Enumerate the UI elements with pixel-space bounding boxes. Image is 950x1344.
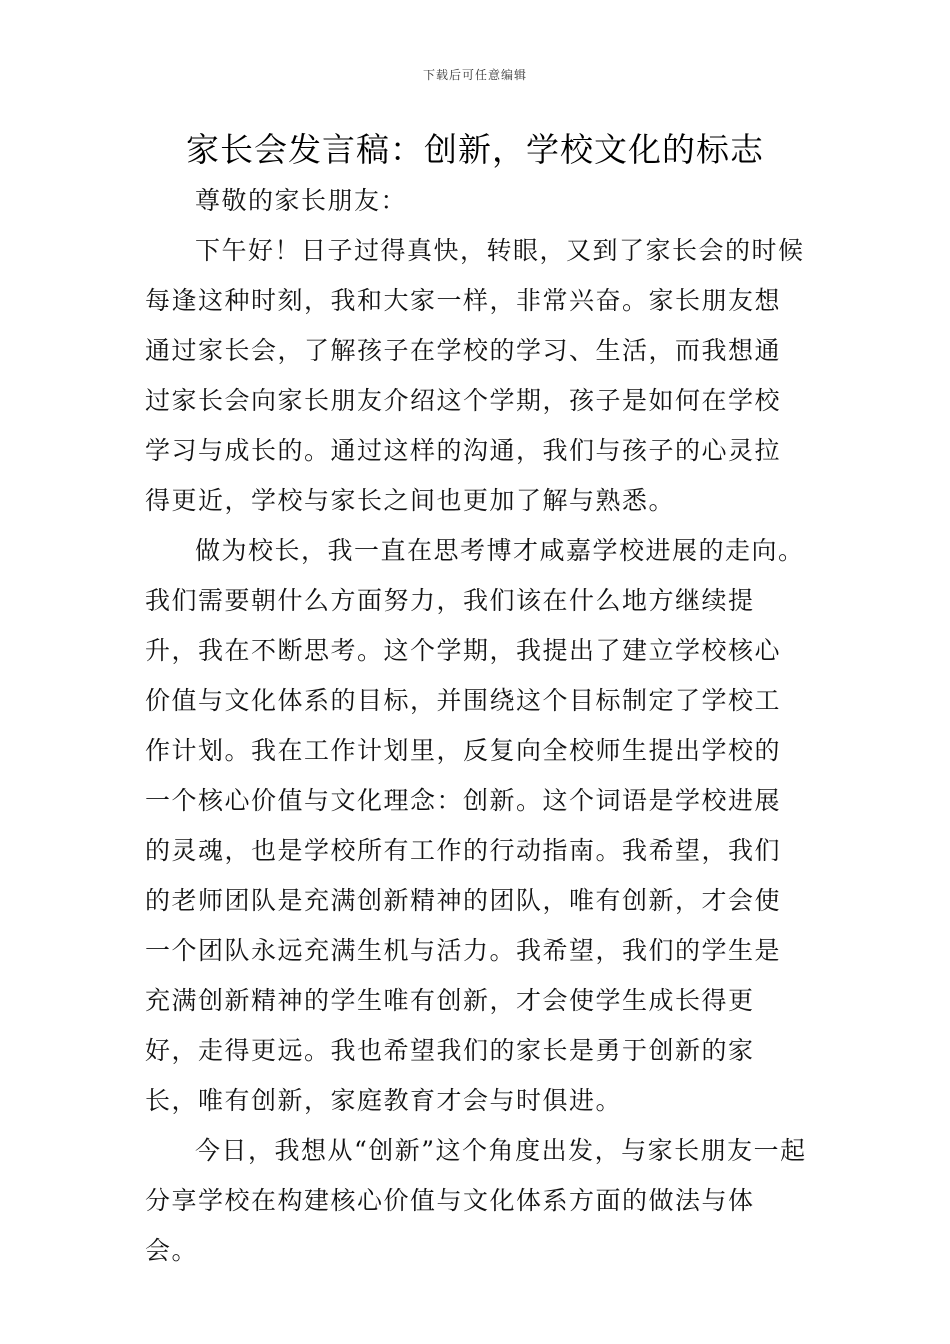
paragraph-3: 今日，我想从“创新”这个角度出发，与家长朋友一起分享学校在构建核心价值与文化体系方面的做法与体会。 <box>145 1136 807 1265</box>
document-body <box>145 176 807 1276</box>
document-title: 家长会发言稿：创新，学校文化的标志 <box>186 130 764 169</box>
paragraph-1: 下午好！日子过得真快，转眼，又到了家长会的时候每逢这种时刻，我和大家一样，非常兴奋。家长朋友想通过家长会，了解孩子在学校的学习、生活，而我想通过家长会向家长朋友介绍这个学期，孩子是如何在学校学习与成长的。通过这样的沟通，我们与孩子的心灵拉得更近，学校与家长之间也更加了解与熟悉。 <box>145 236 805 515</box>
header-note: 下载后可任意编辑 <box>422 68 527 82</box>
paragraph-2: 做为校长，我一直在思考博才咸嘉学校进展的走向。我们需要朝什么方面努力，我们该在什么地方继续提升，我在不断思考。这个学期，我提出了建立学校核心价值与文化体系的目标，并围绕这个目标制定了学校工作计划。我在工作计划里，反复向全校师生提出学校的一个核心价值与文化理念：创新。这个词语是学校进展的灵魂，也是学校所有工作的行动指南。我希望，我们的老师团队是充满创新精神的团队，唯有创新，才会使一个团队永远充满生机与活力。我希望，我们的学生是充满创新精神的学生唯有创新，才会使学生成长得更好，走得更远。我也希望我们的家长是勇于创新的家长，唯有创新，家庭教育才会与时俱进。 <box>145 536 805 1115</box>
salutation: 尊敬的家长朋友： <box>195 186 408 215</box>
